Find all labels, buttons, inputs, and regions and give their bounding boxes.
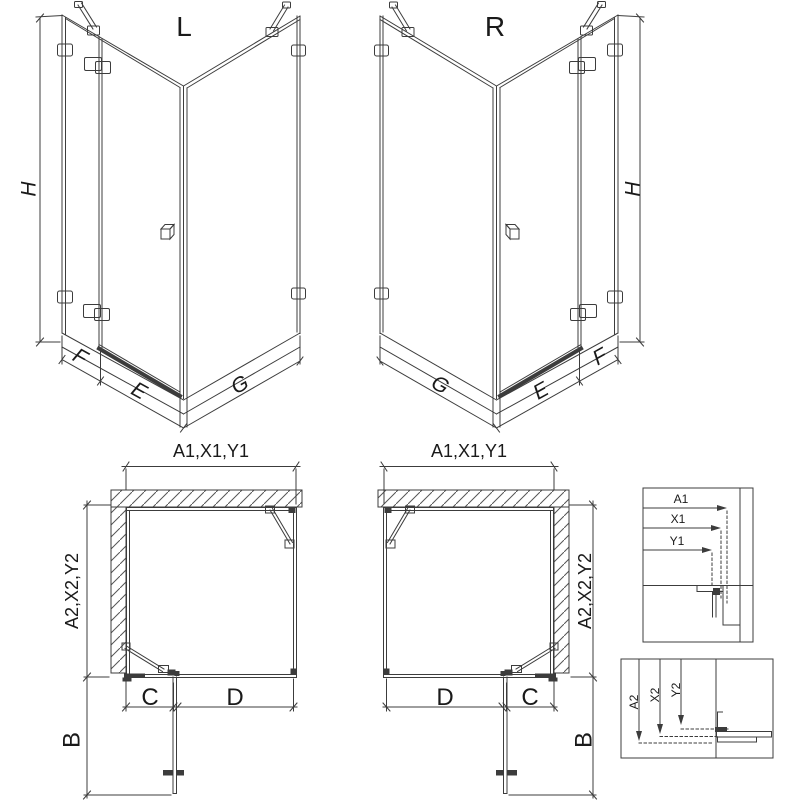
tray-profile-section [715,712,772,742]
view-title-left: L [176,11,192,42]
dim-label-d-right: D [436,684,454,711]
detail-label-a1: A1 [673,492,689,506]
dim-label-b-left: B [58,731,86,749]
dim-label-width-right: A1,X1,Y1 [430,441,508,461]
detail-panel-width [643,488,753,642]
dim-label-c-left: C [141,684,159,711]
dim-label-fixed-panel-left: F [68,343,92,371]
dim-label-depth-left: A2,X2,Y2 [62,552,82,630]
detail-panel-depth [621,659,773,758]
dim-label-return-right: G [427,370,453,400]
wall-hatch-top-left-plan [111,490,302,507]
detail-label-y2: Y2 [669,682,683,698]
wall-profile-section [697,586,740,626]
wall-hatch-top-right-plan [378,490,569,507]
dim-label-b-right: B [570,731,598,749]
detail-label-y1: Y1 [669,534,685,548]
dim-label-door-right: E [529,377,553,405]
detail-label-x1: X1 [670,512,686,526]
dim-label-d-left: D [226,684,244,711]
dim-label-return-left: G [227,370,253,400]
detail-label-x2: X2 [648,687,662,703]
dim-label-depth-right: A2,X2,Y2 [575,552,595,630]
dim-label-height-right: H [621,181,645,197]
dim-label-fixed-panel-right: F [588,343,612,371]
dim-label-c-right: C [521,684,539,711]
dim-label-door-left: E [127,377,151,405]
wall-hatch-side-right-plan [554,507,569,673]
dim-label-width-left: A1,X1,Y1 [172,441,250,461]
dim-label-height-left: H [17,181,41,197]
detail-label-a2: A2 [627,694,641,710]
view-title-right: R [484,11,506,42]
wall-hatch-side-left-plan [111,507,126,673]
